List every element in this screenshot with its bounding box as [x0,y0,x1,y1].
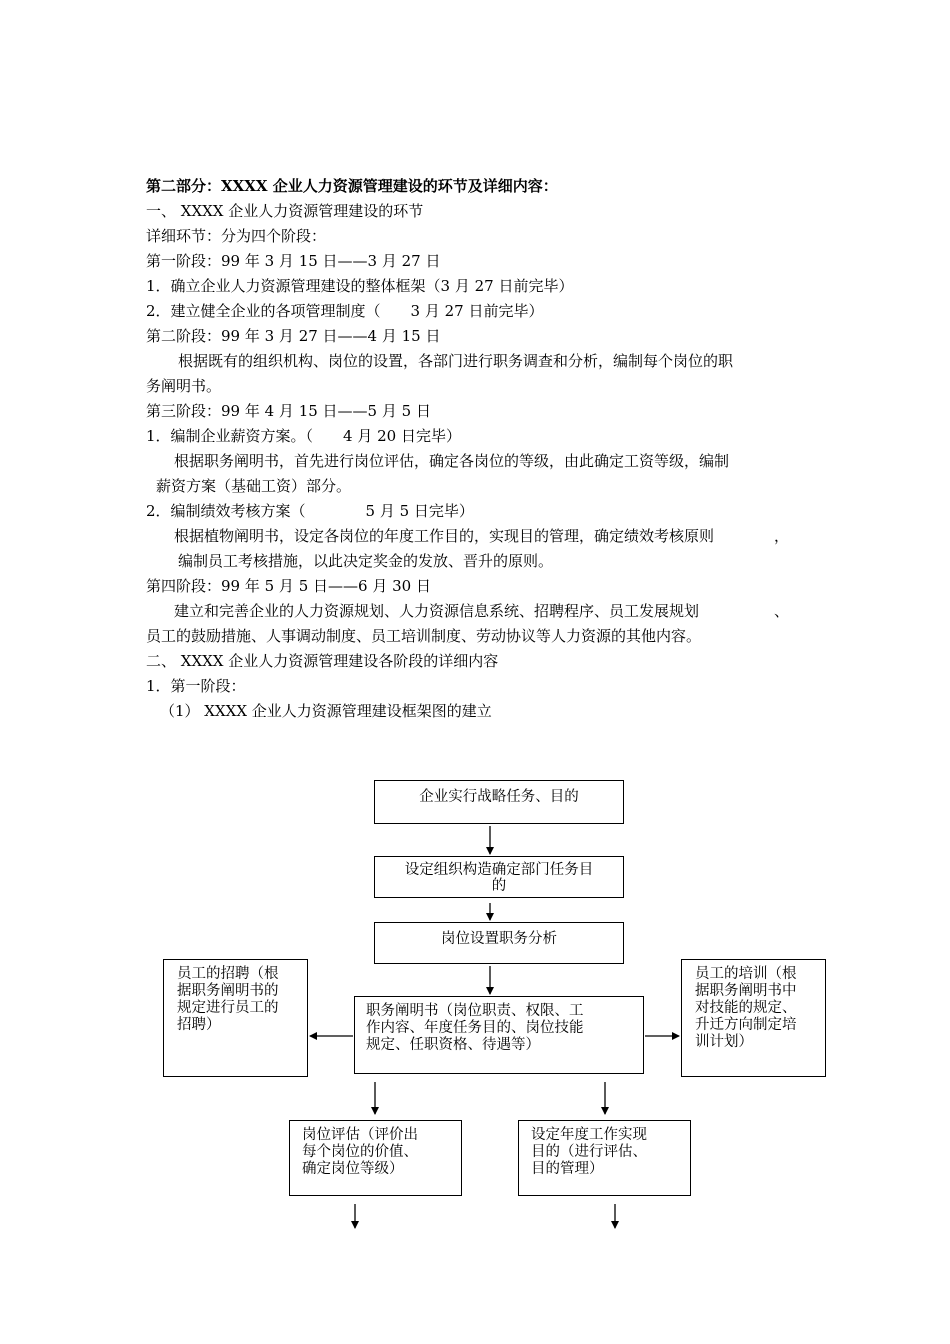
stage-3-title: 第三阶段：99 年 4 月 15 日——5 月 5 日 [146,402,431,420]
stage-4-text-1: 建立和完善企业的人力资源规划、人力资源信息系统、招聘程序、员工发展规划 、 [174,602,790,620]
stage-3-item-2: 2．编制绩效考核方案（ 5 月 5 日完毕） [146,502,474,520]
section-2-sub-1: （1） XXXX 企业人力资源管理建设框架图的建立 [160,702,492,720]
flow-box-annual-goals-line: 设定年度工作实现 [531,1127,647,1143]
flow-box-training-line: 员工的培训（根 [695,966,797,982]
flow-box-recruitment-line: 招聘） [177,1017,221,1033]
stage-3-item-1: 1．编制企业薪资方案。（ 4 月 20 日完毕） [146,427,461,445]
flow-box-org-line: 设定组织构造确定部门任务目 [404,862,594,878]
stage-3-text-2: 薪资方案（基础工资）部分。 [156,477,352,495]
flow-box-job-evaluation-line: 岗位评估（评价出 [302,1127,418,1143]
stages-intro: 详细环节：分为四个阶段： [146,227,327,245]
flow-box-job-analysis-line: 岗位设置职务分析 [441,931,557,947]
flow-box-annual-goals-line: 目的管理） [531,1161,604,1177]
stage-2-text-1: 根据既有的组织机构、岗位的设置，各部门进行职务调查和分析，编制每个岗位的职 [178,352,734,370]
section-2-item-1: 1．第一阶段： [146,677,246,695]
flow-box-job-evaluation-line: 每个岗位的价值、 [302,1144,418,1160]
section-1-title: 一、 XXXX 企业人力资源管理建设的环节 [146,202,424,220]
flow-box-job-evaluation-line: 确定岗位等级） [302,1161,404,1177]
flow-box-training-line: 对技能的规定、 [695,1000,797,1016]
flow-box-training-line: 升迁方向制定培 [695,1017,797,1033]
flow-box-training-line: 据职务阐明书中 [695,983,797,999]
flow-box-job-description-line: 作内容、年度任务目的、岗位技能 [366,1020,584,1036]
flow-box-recruitment-line: 员工的招聘（根 [177,966,279,982]
stage-3-text-3: 根据植物阐明书，设定各岗位的年度工作目的，实现目的管理，确定绩效考核原则 ， [174,527,790,545]
stage-2-title: 第二阶段：99 年 3 月 27 日——4 月 15 日 [146,327,441,345]
section-heading: 第二部分：XXXX 企业人力资源管理建设的环节及详细内容： [146,177,558,195]
flow-box-annual-goals-line: 目的（进行评估、 [531,1144,647,1160]
stage-1-item-1: 1．确立企业人力资源管理建设的整体框架（3 月 27 日前完毕） [146,277,574,295]
flow-box-training-line: 训计划） [695,1034,753,1050]
flow-box-job-description-line: 职务阐明书（岗位职责、权限、工 [366,1003,584,1019]
stage-1-item-2: 2．建立健全企业的各项管理制度（ 3 月 27 日前完毕） [146,302,544,320]
stage-3-text-1: 根据职务阐明书，首先进行岗位评估，确定各岗位的等级，由此确定工资等级，编制 [174,452,730,470]
stage-1-title: 第一阶段：99 年 3 月 15 日——3 月 27 日 [146,252,441,270]
stage-3-text-4: 编制员工考核措施，以此决定奖金的发放、晋升的原则。 [178,552,554,570]
flow-box-recruitment-line: 规定进行员工的 [177,1000,279,1016]
section-2-title: 二、 XXXX 企业人力资源管理建设各阶段的详细内容 [146,652,499,670]
flow-box-recruitment-line: 据职务阐明书的 [177,983,279,999]
stage-4-title: 第四阶段：99 年 5 月 5 日——6 月 30 日 [146,577,431,595]
flow-box-org-line: 的 [491,878,507,894]
stage-2-text-2: 务阐明书。 [146,377,222,395]
stage-4-text-2: 员工的鼓励措施、人事调动制度、员工培训制度、劳动协议等人力资源的其他内容。 [146,627,702,645]
flow-box-job-description-line: 规定、任职资格、待遇等） [366,1037,540,1053]
flow-box-strategy-line: 企业实行战略任务、目的 [419,789,579,805]
